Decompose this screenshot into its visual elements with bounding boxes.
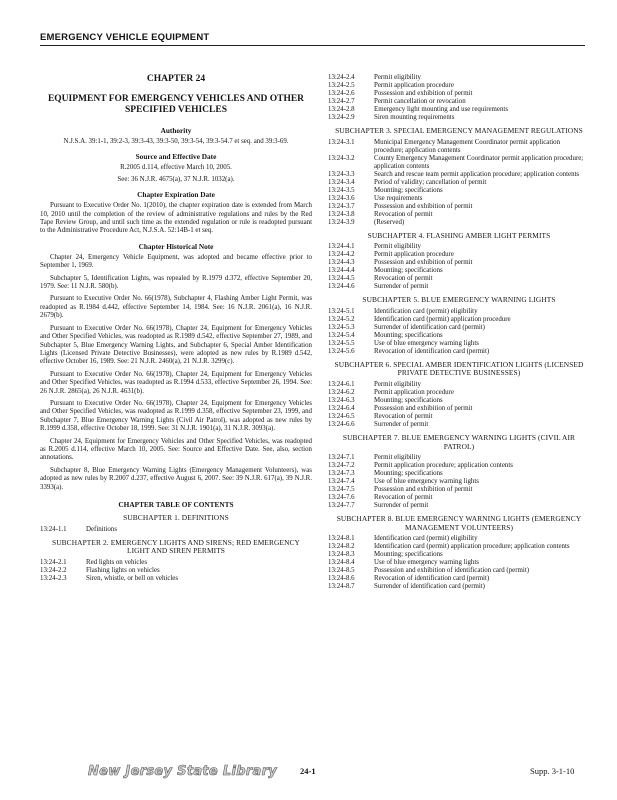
toc-row	[328, 583, 590, 591]
toc-row	[40, 575, 312, 583]
subchapter-heading	[40, 539, 312, 556]
section-title: Permit eligibility	[374, 74, 421, 81]
section-number: 13:24-3.6	[328, 194, 355, 202]
toc-row	[328, 139, 590, 155]
section-number: 13:24-8.1	[328, 535, 355, 543]
section-heading: Authority	[160, 126, 192, 135]
chapter-title: EQUIPMENT FOR EMERGENCY VEHICLES AND OTHER SPECIFIED VEHICLES	[47, 94, 305, 115]
page-number: 24-1	[300, 766, 316, 776]
toc-row	[328, 195, 590, 203]
toc-row	[328, 82, 590, 90]
toc-row	[40, 559, 312, 567]
section-title: Identification card (permit) eligibility	[374, 307, 478, 315]
section-title: Revocation of permit	[374, 210, 433, 218]
section-number: 13:24-4.1	[328, 243, 355, 251]
section-number: 13:24-8.6	[328, 575, 355, 583]
toc-row	[328, 171, 590, 179]
library-logo: New Jersey State Library	[88, 764, 278, 779]
section-title: Revocation of permit	[374, 412, 433, 420]
section-paragraph: Pursuant to Executive Order No. 66(1978), Chapter 24, Equipment for Emergency Vehicles and Other Specified Vehicles, was readopted as R.1999 d.358, effective September 23, 1999, and Subchapter 7, Blue Emergency Warning Lights (Civil Air Patrol), was adopted as new rules by R.1999 d.358, effective October 18, 1999. See: 31 N.J.R. 1901(a), 31 N.J.R. 3093(a).	[40, 399, 312, 433]
section-title: Permit application procedure	[374, 388, 454, 396]
section-number: 13:24-3.2	[328, 154, 355, 162]
right-column	[328, 74, 590, 591]
supplement-date: Supp. 3-1-10	[530, 766, 575, 776]
section-number: 13:24-2.4	[328, 74, 355, 81]
section-title: Use of blue emergency warning lights	[374, 559, 479, 567]
toc-left	[40, 514, 312, 583]
subchapter-title: SUBCHAPTER 8. BLUE EMERGENCY WARNING LIGHTS (EMERGENCY MANAGEMENT VOLUNTEERS)	[336, 514, 582, 532]
subchapter-heading	[328, 232, 590, 241]
section-number: 13:24-2.8	[328, 106, 355, 113]
section-paragraph: Subchapter 8, Blue Emergency Warning Lights (Emergency Management Volunteers), was adopted as new rules by R.2007 d.237, effective August 6, 2007. See: 39 N.J.R. 617(a), 39 N.J.R. 3393(a).	[40, 466, 312, 491]
toc-row	[328, 243, 590, 251]
section-number: 13:24-7.5	[328, 486, 355, 494]
toc-row	[328, 251, 590, 259]
section-title: Possession and exhibition of permit	[374, 90, 473, 97]
toc-row	[40, 526, 312, 534]
subchapter-title: SUBCHAPTER 1. DEFINITIONS	[123, 513, 229, 522]
section-number: 13:24-2.3	[40, 574, 67, 582]
section-number: 13:24-6.1	[328, 380, 355, 388]
section-paragraph: Chapter 24, Equipment for Emergency Vehicles and Other Specified Vehicles, was readopted as R.2005 d.114, effective March 10, 2005. See: Source and Effective Date. See, also, section annotations.	[40, 437, 312, 462]
toc-row	[328, 381, 590, 389]
toc-row	[328, 219, 590, 227]
subchapter-heading	[328, 515, 590, 532]
section-paragraph: Pursuant to Executive Order No. 66(1978), Chapter 24, Equipment for Emergency Vehicles and Other Specified Vehicles, was readopted as R.1994 d.533, effective September 26, 1994. See: 26 N.J.R. 2865(a), 26 N.J.R. 4631(b).	[40, 370, 312, 395]
toc-row	[328, 106, 590, 114]
section-number: 13:24-5.5	[328, 339, 355, 347]
section-title: Permit eligibility	[374, 380, 421, 388]
toc-row	[328, 478, 590, 486]
section-title: Revocation of identification card (permit)	[374, 347, 490, 355]
toc-row	[328, 389, 590, 397]
section-number: 13:24-2.9	[328, 114, 355, 121]
section-title: Surrender of permit	[374, 502, 429, 510]
section-title: (Reserved)	[374, 218, 405, 226]
toc-row	[328, 332, 590, 340]
section-heading: Chapter Expiration Date	[137, 190, 215, 200]
section-title: Possession and exhibition of identification card (permit)	[374, 567, 530, 575]
section-title: Permit application procedure	[374, 82, 454, 89]
section-paragraph: Pursuant to Executive Order No. 66(1978), Subchapter 4, Flashing Amber Light Permit, was readopted as R.1984 d.442, effective September 14, 1984. See: 16 N.J.R. 2061(a), 16 N.J.R. 2679(b).	[40, 295, 312, 320]
section-title: Possession and exhibition of permit	[374, 486, 473, 494]
section-title: Permit eligibility	[374, 454, 421, 462]
toc-row	[328, 90, 590, 98]
section-number: 13:24-5.6	[328, 347, 355, 355]
toc-row	[328, 324, 590, 332]
section-number: 13:24-2.5	[328, 82, 355, 89]
running-header: EMERGENCY VEHICLE EQUIPMENT	[40, 32, 585, 46]
subchapter-title: SUBCHAPTER 6. SPECIAL AMBER IDENTIFICATION LIGHTS (LICENSED PRIVATE DETECTIVE BUSINESSES)	[334, 359, 584, 378]
toc-row	[328, 187, 590, 195]
section-title: Surrender of identification card (permit)	[374, 583, 485, 591]
toc-row	[328, 575, 590, 583]
section-title: Mounting; specifications	[374, 267, 443, 275]
section-paragraph: Subchapter 5, Identification Lights, was repealed by R.1979 d.372, effective September 20, 1979. See: 11 N.J.R. 580(b).	[40, 274, 312, 291]
section-number: 13:24-6.6	[328, 420, 355, 428]
section-number: 13:24-3.1	[328, 138, 355, 146]
section-paragraph: Pursuant to Executive Order No. 66(1978), Chapter 24, Equipment for Emergency Vehicles and Other Specified Vehicles, was readopted as R.1989 d.542, effective September 27, 1989, and Subchapter 5, Blue Emergency Warning Lights, and Subchapter 6, Special Amber Identification Lights (Licensed Private Detective Businesses), were adopted as new rules by R.1989 d.542, effective October 16, 1989. See: 21 N.J.R. 2460(a), 21 N.J.R. 3299(c).	[40, 324, 312, 366]
section-number: 13:24-3.9	[328, 218, 355, 226]
section-title: Surrender of permit	[374, 420, 429, 428]
toc-row	[328, 308, 590, 316]
toc-row	[328, 98, 590, 106]
toc-row	[328, 567, 590, 575]
section-title: Period of validity; cancellation of permit	[374, 178, 487, 186]
section-title: Possession and exhibition of permit	[374, 202, 473, 210]
section-paragraph: N.J.S.A. 39:1-1, 39:2-3, 39:3-43, 39:3-50, 39:3-54, 39:3-54.7 et seq. and 39:3-69.	[63, 138, 289, 145]
toc-row	[328, 494, 590, 502]
section-number: 13:24-8.7	[328, 583, 355, 591]
section-number: 13:24-7.7	[328, 502, 355, 510]
section-title: Possession and exhibition of permit	[374, 259, 473, 267]
section-title: Use of blue emergency warning lights	[374, 339, 479, 347]
section-number: 13:24-2.7	[328, 98, 355, 105]
section-title: Mounting; specifications	[374, 396, 443, 404]
section-title: Surrender of identification card (permit)	[374, 323, 485, 331]
toc-row	[328, 454, 590, 462]
section-paragraph: R.2005 d.114, effective March 10, 2005.	[120, 164, 232, 172]
section-title: Siren, whistle, or bell on vehicles	[86, 574, 179, 582]
toc-row	[328, 405, 590, 413]
subchapter-heading	[328, 127, 590, 136]
toc-row	[328, 74, 590, 82]
section-number: 13:24-3.5	[328, 186, 355, 194]
section-number: 13:24-7.6	[328, 494, 355, 502]
toc-row	[328, 316, 590, 324]
toc-row	[328, 559, 590, 567]
section-title: Identification card (permit) eligibility	[374, 535, 478, 543]
toc-row	[328, 348, 590, 356]
section-title: Possession and exhibition of permit	[374, 404, 473, 412]
subchapter-heading	[328, 361, 590, 378]
section-number: 13:24-5.4	[328, 331, 355, 339]
section-number: 13:24-7.3	[328, 470, 355, 478]
toc-row	[328, 421, 590, 429]
section-title: Flashing lights on vehicles	[86, 566, 160, 574]
toc-row	[328, 275, 590, 283]
toc-row	[328, 413, 590, 421]
page-footer	[0, 760, 617, 784]
toc-row	[328, 535, 590, 543]
section-title: Revocation of permit	[374, 275, 433, 283]
toc-row	[328, 486, 590, 494]
toc-row	[328, 397, 590, 405]
section-title: County Emergency Management Coordinator permit application procedure; application contents	[374, 154, 584, 170]
section-title: Emergency light mounting and use requirements	[374, 106, 509, 113]
section-number: 13:24-7.1	[328, 454, 355, 462]
section-number: 13:24-4.4	[328, 267, 355, 275]
toc-row	[328, 502, 590, 510]
subchapter-title: SUBCHAPTER 4. FLASHING AMBER LIGHT PERMITS	[367, 230, 551, 240]
toc-row	[328, 340, 590, 348]
section-title: Identification card (permit) application procedure; application contents	[374, 543, 570, 551]
toc-right	[328, 74, 590, 591]
section-paragraph: Pursuant to Executive Order No. 1(2010), the chapter expiration date is extended from March 10, 2010 until the completion of the review of administrative regulations and rules by the Red Tape Review Group, and until such time as the extended regulation or rule is readopted pursuant to the Administrative Procedure Act, N.J.S.A. 52:14B-1 et seq.	[40, 202, 312, 235]
section-title: Identification card (permit) application procedure	[374, 315, 511, 323]
section-title: Revocation of identification card (permit)	[374, 575, 490, 583]
section-title: Permit cancellation or revocation	[374, 98, 466, 105]
subchapter-heading	[328, 296, 590, 305]
chapter-number: CHAPTER 24	[146, 74, 206, 84]
toc-row	[328, 179, 590, 187]
section-title: Red lights on vehicles	[86, 558, 148, 566]
section-number: 13:24-6.3	[328, 396, 355, 404]
section-title: Permit application procedure	[374, 251, 454, 259]
section-number: 13:24-4.2	[328, 251, 355, 259]
left-column	[40, 74, 312, 583]
section-title: Use requirements	[374, 194, 423, 202]
section-number: 13:24-6.4	[328, 404, 355, 412]
section-number: 13:24-4.3	[328, 259, 355, 267]
section-heading: Chapter Historical Note	[138, 241, 214, 251]
section-number: 13:24-3.8	[328, 210, 355, 218]
section-number: 13:24-7.2	[328, 462, 355, 470]
section-number: 13:24-2.1	[40, 558, 67, 566]
notes-sections	[40, 126, 312, 492]
section-number: 13:24-5.3	[328, 323, 355, 331]
subchapter-heading	[328, 434, 590, 451]
toc-row	[328, 259, 590, 267]
section-title: Mounting; specifications	[374, 186, 443, 194]
section-number: 13:24-6.2	[328, 388, 355, 396]
subchapter-heading	[40, 514, 312, 523]
toc-row	[328, 551, 590, 559]
section-title: Use of blue emergency warning lights	[374, 478, 479, 486]
section-title: Revocation of permit	[374, 494, 433, 502]
toc-heading: CHAPTER TABLE OF CONTENTS	[118, 500, 234, 509]
section-number: 13:24-4.6	[328, 283, 355, 291]
section-number: 13:24-1.1	[40, 525, 67, 533]
section-number: 13:24-7.4	[328, 478, 355, 486]
subchapter-title: SUBCHAPTER 3. SPECIAL EMERGENCY MANAGEMENT REGULATIONS	[335, 126, 583, 135]
toc-row	[328, 470, 590, 478]
toc-row	[328, 211, 590, 219]
section-title: Mounting; specifications	[374, 470, 443, 478]
toc-row	[328, 462, 590, 470]
section-number: 13:24-3.7	[328, 202, 355, 210]
toc-row	[328, 203, 590, 211]
section-title: Municipal Emergency Management Coordinator permit application procedure; application contents	[374, 138, 561, 154]
toc-row	[328, 114, 590, 122]
section-number: 13:24-8.5	[328, 567, 355, 575]
toc-row	[328, 543, 590, 551]
section-title: Siren mounting requirements	[374, 114, 455, 121]
section-paragraph: See: 36 N.J.R. 4675(a), 37 N.J.R. 1032(a).	[117, 175, 235, 183]
toc-row	[328, 155, 590, 171]
section-number: 13:24-4.5	[328, 275, 355, 283]
section-number: 13:24-2.6	[328, 90, 355, 97]
toc-row	[328, 283, 590, 291]
section-number: 13:24-8.2	[328, 543, 355, 551]
section-title: Mounting; specifications	[374, 551, 443, 559]
subchapter-title: SUBCHAPTER 7. BLUE EMERGENCY WARNING LIGHTS (CIVIL AIR PATROL)	[342, 432, 576, 451]
section-title: Permit eligibility	[374, 243, 421, 251]
section-number: 13:24-2.2	[40, 566, 67, 574]
toc-row	[40, 567, 312, 575]
section-number: 13:24-6.5	[328, 412, 355, 420]
section-title: Mounting; specifications	[374, 331, 443, 339]
section-number: 13:24-3.3	[328, 170, 355, 178]
section-title: Surrender of permit	[374, 283, 429, 291]
section-title: Permit application procedure; application contents	[374, 462, 513, 470]
section-paragraph: Chapter 24, Emergency Vehicle Equipment, was adopted and became effective prior to September 1, 1969.	[40, 253, 312, 270]
toc-row	[328, 267, 590, 275]
section-number: 13:24-5.1	[328, 307, 355, 315]
section-title: Search and rescue team permit application procedure; application contents	[374, 170, 580, 178]
section-number: 13:24-5.2	[328, 315, 355, 323]
section-number: 13:24-8.3	[328, 551, 355, 559]
section-number: 13:24-8.4	[328, 559, 355, 567]
section-number: 13:24-3.4	[328, 178, 355, 186]
subchapter-title: SUBCHAPTER 2. EMERGENCY LIGHTS AND SIRENS; RED EMERGENCY LIGHT AND SIREN PERMITS	[52, 537, 300, 556]
section-title: Definitions	[86, 525, 118, 533]
section-heading: Source and Effective Date	[135, 152, 217, 162]
subchapter-title: SUBCHAPTER 5. BLUE EMERGENCY WARNING LIGHTS	[362, 295, 556, 305]
